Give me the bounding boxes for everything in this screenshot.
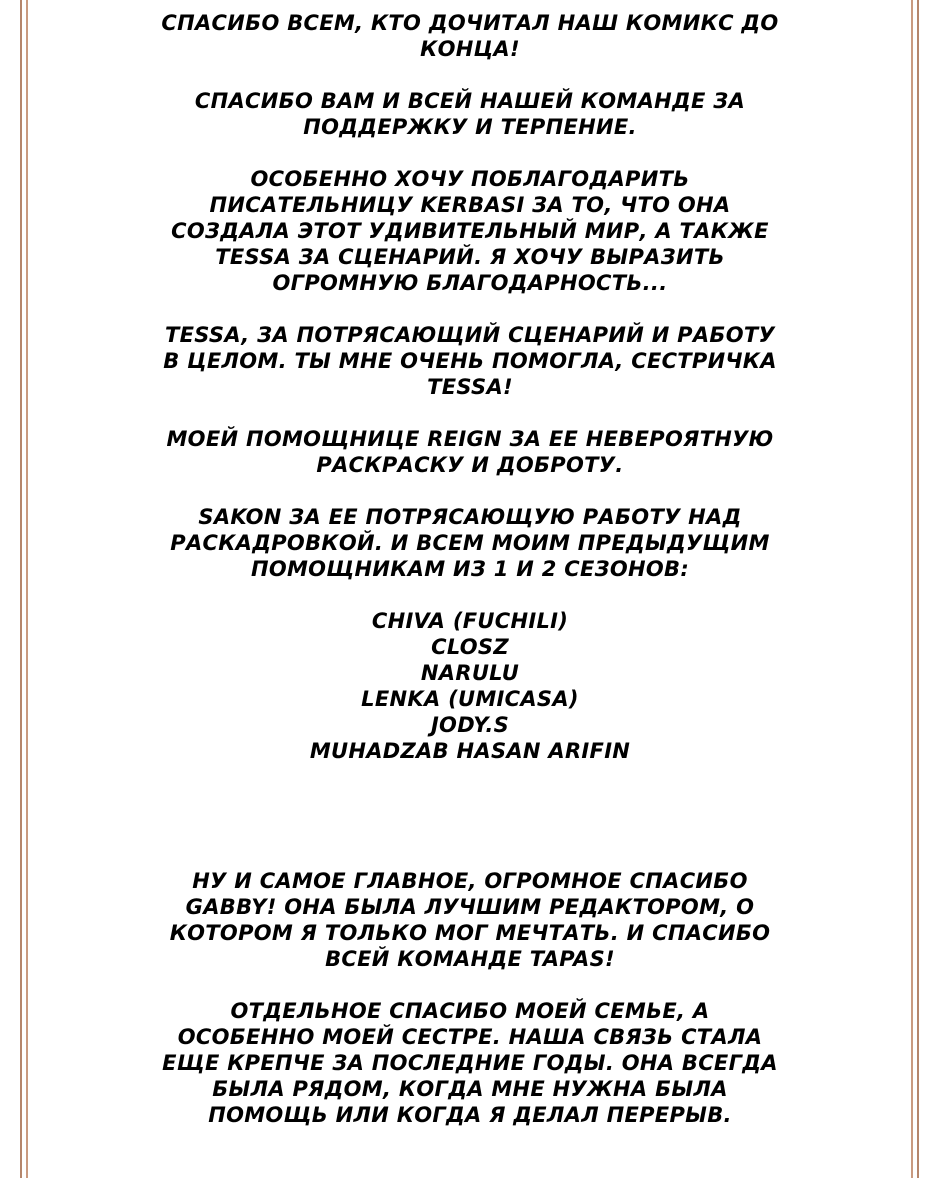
- thanks-readers-paragraph: СПАСИБО ВСЕМ, КТО ДОЧИТАЛ НАШ КОМИКС ДО КОНЦА!: [161, 11, 779, 61]
- credit-name: LENKA (UMICASA): [361, 687, 579, 711]
- thanks-family-paragraph: ОТДЕЛЬНОЕ СПАСИБО МОЕЙ СЕМЬЕ, А ОСОБЕННО МОЕЙ СЕСТРЕ. НАША СВЯЗЬ СТАЛА ЕЩЕ КРЕПЧЕ ЗА ПОСЛЕДНИЕ ГОДЫ. ОНА ВСЕГДА БЫЛА РЯДОМ, КОГДА МНЕ НУЖНА БЫЛА ПОМОЩЬ ИЛИ КОГДА Я ДЕЛАЛ ПЕРЕРЫВ.: [162, 999, 778, 1127]
- right-border-inner-line: [911, 0, 913, 1178]
- thanks-editor-paragraph: НУ И САМОЕ ГЛАВНОЕ, ОГРОМНОЕ СПАСИБО GABBY! ОНА БЫЛА ЛУЧШИМ РЕДАКТОРОМ, О КОТОРОМ Я ТОЛЬКО МОГ МЕЧТАТЬ. И СПАСИБО ВСЕЙ КОМАНДЕ TAPAS!: [169, 869, 771, 971]
- left-border-inner-line: [26, 0, 28, 1178]
- thanks-reign-paragraph: МОЕЙ ПОМОЩНИЦЕ REIGN ЗА ЕЕ НЕВЕРОЯТНУЮ РАСКРАСКУ И ДОБРОТУ.: [166, 427, 774, 477]
- right-border-outer-line: [917, 0, 919, 1178]
- thanks-tessa-paragraph: TESSA, ЗА ПОТРЯСАЮЩИЙ СЦЕНАРИЙ И РАБОТУ В ЦЕЛОМ. ТЫ МНЕ ОЧЕНЬ ПОМОГЛА, СЕСТРИЧКА TESSA!: [163, 323, 777, 399]
- thanks-text-column: [120, 10, 820, 1154]
- assistant-credits-list: [120, 608, 820, 764]
- credit-name: NARULU: [420, 661, 520, 685]
- thanks-sakon-paragraph: SAKON ЗА ЕЕ ПОТРЯСАЮЩУЮ РАБОТУ НАД РАСКАДРОВКОЙ. И ВСЕМ МОИМ ПРЕДЫДУЩИМ ПОМОЩНИКАМ ИЗ 1 И 2 СЕЗОНОВ:: [170, 505, 770, 581]
- credit-name: MUHADZAB HASAN ARIFIN: [309, 739, 631, 763]
- left-border-outer-line: [20, 0, 22, 1178]
- credit-name: CHIVA (FUCHILI): [371, 609, 569, 633]
- credit-name: JODY.S: [430, 713, 510, 737]
- right-decorative-border: [911, 0, 920, 1178]
- blank-spacer: [120, 790, 820, 868]
- left-decorative-border: [20, 0, 29, 1178]
- thanks-writer-paragraph: ОСОБЕННО ХОЧУ ПОБЛАГОДАРИТЬ ПИСАТЕЛЬНИЦУ KERBASI ЗА ТО, ЧТО ОНА СОЗДАЛА ЭТОТ УДИВИТЕЛЬНЫЙ МИР, А ТАКЖЕ TESSA ЗА СЦЕНАРИЙ. Я ХОЧУ ВЫРАЗИТЬ ОГРОМНУЮ БЛАГОДАРНОСТЬ...: [171, 167, 769, 295]
- thanks-team-paragraph: СПАСИБО ВАМ И ВСЕЙ НАШЕЙ КОМАНДЕ ЗА ПОДДЕРЖКУ И ТЕРПЕНИЕ.: [194, 89, 746, 139]
- credit-name: CLOSZ: [431, 635, 509, 659]
